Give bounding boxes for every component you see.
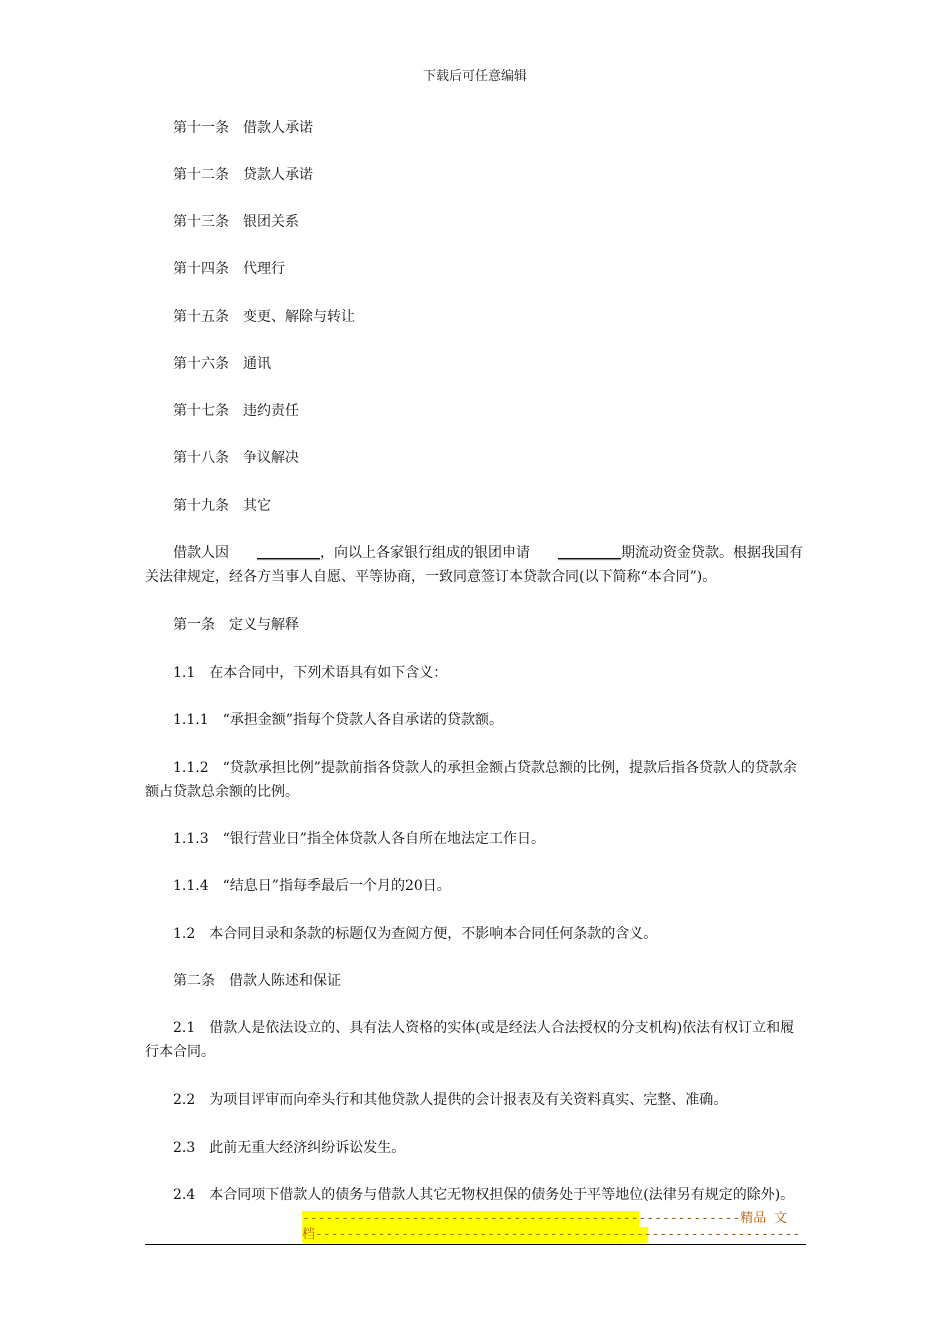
article-number: 第一条 xyxy=(173,617,215,633)
toc-number: 第十五条 xyxy=(173,309,229,325)
toc-title: 代理行 xyxy=(243,261,285,277)
intro-text-1: 借款人因 xyxy=(173,545,229,561)
toc-number: 第十九条 xyxy=(173,498,229,514)
toc-item xyxy=(173,210,813,234)
toc-title: 争议解决 xyxy=(243,450,299,466)
footer-divider xyxy=(145,1244,806,1245)
toc-number: 第十四条 xyxy=(173,261,229,277)
article-heading xyxy=(173,969,813,993)
clause-number: 1.1.4 xyxy=(173,878,209,894)
article-heading xyxy=(173,613,813,637)
article-number: 第二条 xyxy=(173,973,215,989)
intro-blank-2: _________ xyxy=(558,545,621,561)
clause-number: 2.1 xyxy=(173,1020,196,1036)
toc-item xyxy=(173,116,813,140)
toc-number: 第十一条 xyxy=(173,120,229,136)
clause xyxy=(145,1136,807,1160)
toc-title: 其它 xyxy=(243,498,271,514)
clause-number: 1.1.2 xyxy=(173,760,209,776)
clause xyxy=(145,1088,807,1112)
clause-text: 本合同目录和条款的标题仅为查阅方便，不影响本合同任何条款的含义。 xyxy=(209,926,658,942)
toc-item xyxy=(173,257,813,281)
clause-text: “结息日”指每季最后一个月的20日。 xyxy=(222,878,451,894)
intro-text-2: ，向以上各家银行组成的银团申请 xyxy=(320,545,530,561)
footer-watermark-line-1: --------------------------------------------------------精品 文 xyxy=(302,1211,788,1226)
clause-text: 为项目评审而向牵头行和其他贷款人提供的会计报表及有关资料真实、完整、准确。 xyxy=(209,1092,728,1108)
article-title: 借款人陈述和保证 xyxy=(229,973,341,989)
toc-item xyxy=(173,305,813,329)
clause xyxy=(145,661,807,685)
toc-title: 贷款人承诺 xyxy=(243,167,313,183)
toc-title: 银团关系 xyxy=(243,214,299,230)
clause xyxy=(145,756,807,804)
toc-title: 变更、解除与转让 xyxy=(243,309,355,325)
toc-item xyxy=(173,446,813,470)
clause-number: 1.1.3 xyxy=(173,831,209,847)
clause xyxy=(145,1016,807,1064)
clause xyxy=(145,922,807,946)
toc-item xyxy=(173,352,813,376)
intro-blank-1: _________ xyxy=(257,545,320,561)
toc-number: 第十七条 xyxy=(173,403,229,419)
toc-item xyxy=(173,399,813,423)
toc-title: 违约责任 xyxy=(243,403,299,419)
toc-item xyxy=(173,494,813,518)
toc-number: 第十二条 xyxy=(173,167,229,183)
clause-text: 此前无重大经济纠纷诉讼发生。 xyxy=(209,1140,406,1156)
toc-number: 第十三条 xyxy=(173,214,229,230)
clause-number: 1.1.1 xyxy=(173,712,209,728)
footer-watermark-line-2: 档-------------------------------------------------------------- xyxy=(302,1227,801,1242)
clause-text: 借款人是依法设立的、具有法人资格的实体(或是经法人合法授权的分支机构)依法有权订立和履行本合同。 xyxy=(145,1020,795,1060)
clause xyxy=(145,708,807,732)
clause-text: “承担金额”指每个贷款人各自承诺的贷款额。 xyxy=(222,712,503,728)
clause-number: 1.1 xyxy=(173,665,196,681)
clause-text: “贷款承担比例”提款前指各贷款人的承担金额占贷款总额的比例，提款后指各贷款人的贷款余额占贷款总余额的比例。 xyxy=(145,760,797,800)
clause xyxy=(145,1183,807,1207)
clause-number: 2.3 xyxy=(173,1140,196,1156)
clause-number: 2.4 xyxy=(173,1187,196,1203)
intro-paragraph xyxy=(145,541,807,589)
toc-number: 第十六条 xyxy=(173,356,229,372)
clause-text: “银行营业日”指全体贷款人各自所在地法定工作日。 xyxy=(222,831,545,847)
clause xyxy=(145,874,807,898)
page-header: 下载后可任意编辑 xyxy=(422,69,527,84)
clause-text: 本合同项下借款人的债务与借款人其它无物权担保的债务处于平等地位(法律另有规定的除外)。 xyxy=(209,1187,795,1203)
clause-number: 1.2 xyxy=(173,926,196,942)
toc-item xyxy=(173,163,813,187)
clause-text: 在本合同中，下列术语具有如下含义： xyxy=(209,665,448,681)
intro-text-3: 期流动资金贷款。根据我国有关法律规定，经各方当事人自愿、平等协商，一致同意签订本贷款合同(以下简称“本合同”)。 xyxy=(145,545,803,585)
toc-title: 借款人承诺 xyxy=(243,120,313,136)
clause xyxy=(145,827,807,851)
toc-title: 通讯 xyxy=(243,356,271,372)
article-title: 定义与解释 xyxy=(229,617,299,633)
toc-number: 第十八条 xyxy=(173,450,229,466)
clause-number: 2.2 xyxy=(173,1092,196,1108)
